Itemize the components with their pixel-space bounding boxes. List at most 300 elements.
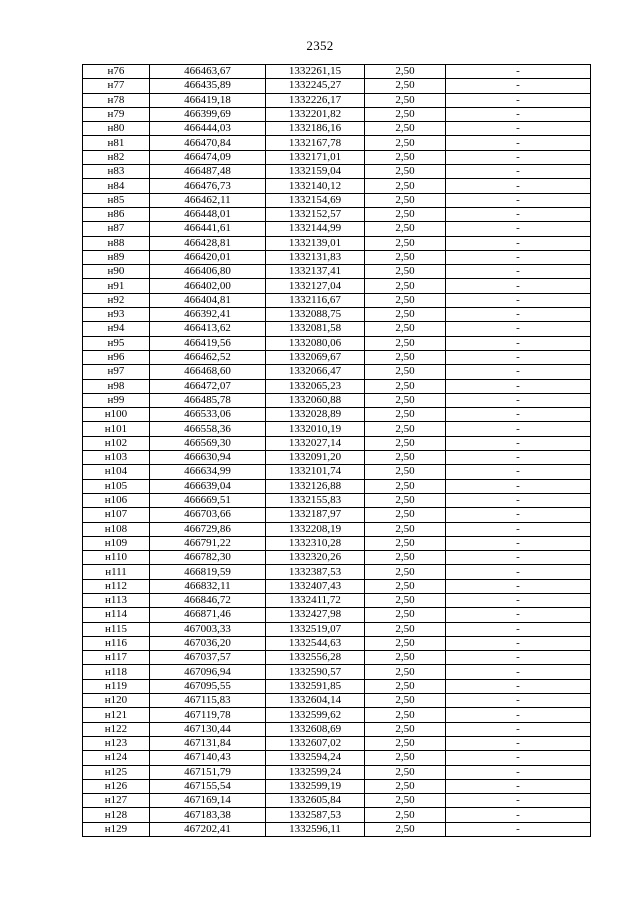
point-id-cell: н100: [83, 408, 150, 422]
x-coordinate-cell: 466846,72: [150, 593, 266, 607]
y-coordinate-cell: 1332544,63: [266, 636, 365, 650]
table-row: [83, 150, 591, 164]
x-coordinate-cell: 466404,81: [150, 293, 266, 307]
y-coordinate-cell: 1332069,67: [266, 350, 365, 364]
accuracy-cell: 2,50: [365, 308, 446, 322]
y-coordinate-cell: 1332127,04: [266, 279, 365, 293]
accuracy-cell: 2,50: [365, 622, 446, 636]
description-cell: -: [446, 250, 591, 264]
table-row: [83, 279, 591, 293]
point-id-cell: н124: [83, 751, 150, 765]
description-cell: -: [446, 236, 591, 250]
y-coordinate-cell: 1332144,99: [266, 222, 365, 236]
accuracy-cell: 2,50: [365, 436, 446, 450]
y-coordinate-cell: 1332387,53: [266, 565, 365, 579]
accuracy-cell: 2,50: [365, 822, 446, 836]
x-coordinate-cell: 467183,38: [150, 808, 266, 822]
y-coordinate-cell: 1332010,19: [266, 422, 365, 436]
y-coordinate-cell: 1332171,01: [266, 150, 365, 164]
table-row: [83, 65, 591, 79]
accuracy-cell: 2,50: [365, 79, 446, 93]
x-coordinate-cell: 467140,43: [150, 751, 266, 765]
y-coordinate-cell: 1332320,26: [266, 551, 365, 565]
x-coordinate-cell: 467003,33: [150, 622, 266, 636]
x-coordinate-cell: 466462,52: [150, 350, 266, 364]
point-id-cell: н114: [83, 608, 150, 622]
point-id-cell: н111: [83, 565, 150, 579]
x-coordinate-cell: 467115,83: [150, 694, 266, 708]
x-coordinate-cell: 466669,51: [150, 493, 266, 507]
x-coordinate-cell: 466639,04: [150, 479, 266, 493]
y-coordinate-cell: 1332159,04: [266, 165, 365, 179]
accuracy-cell: 2,50: [365, 736, 446, 750]
point-id-cell: н128: [83, 808, 150, 822]
x-coordinate-cell: 466630,94: [150, 451, 266, 465]
x-coordinate-cell: 466470,84: [150, 136, 266, 150]
x-coordinate-cell: 466558,36: [150, 422, 266, 436]
description-cell: -: [446, 322, 591, 336]
table-row: [83, 565, 591, 579]
accuracy-cell: 2,50: [365, 222, 446, 236]
point-id-cell: н121: [83, 708, 150, 722]
description-cell: -: [446, 136, 591, 150]
accuracy-cell: 2,50: [365, 265, 446, 279]
accuracy-cell: 2,50: [365, 322, 446, 336]
description-cell: -: [446, 79, 591, 93]
page-number: 2352: [306, 38, 334, 53]
point-id-cell: н94: [83, 322, 150, 336]
table-row: [83, 393, 591, 407]
description-cell: -: [446, 694, 591, 708]
y-coordinate-cell: 1332028,89: [266, 408, 365, 422]
accuracy-cell: 2,50: [365, 93, 446, 107]
accuracy-cell: 2,50: [365, 565, 446, 579]
description-cell: -: [446, 608, 591, 622]
x-coordinate-cell: 466474,09: [150, 150, 266, 164]
description-cell: -: [446, 722, 591, 736]
x-coordinate-cell: 467096,94: [150, 665, 266, 679]
point-id-cell: н89: [83, 250, 150, 264]
table-row: [83, 493, 591, 507]
point-id-cell: н90: [83, 265, 150, 279]
y-coordinate-cell: 1332596,11: [266, 822, 365, 836]
x-coordinate-cell: 466476,73: [150, 179, 266, 193]
table-row: [83, 665, 591, 679]
x-coordinate-cell: 467151,79: [150, 765, 266, 779]
accuracy-cell: 2,50: [365, 479, 446, 493]
point-id-cell: н86: [83, 207, 150, 221]
table-row: [83, 322, 591, 336]
x-coordinate-cell: 466419,56: [150, 336, 266, 350]
description-cell: -: [446, 107, 591, 121]
table-row: [83, 822, 591, 836]
point-id-cell: н118: [83, 665, 150, 679]
description-cell: -: [446, 451, 591, 465]
description-cell: -: [446, 565, 591, 579]
table-row: [83, 93, 591, 107]
accuracy-cell: 2,50: [365, 136, 446, 150]
y-coordinate-cell: 1332167,78: [266, 136, 365, 150]
coordinates-table: [82, 64, 591, 837]
point-id-cell: н125: [83, 765, 150, 779]
point-id-cell: н91: [83, 279, 150, 293]
y-coordinate-cell: 1332591,85: [266, 679, 365, 693]
description-cell: -: [446, 493, 591, 507]
y-coordinate-cell: 1332310,28: [266, 536, 365, 550]
y-coordinate-cell: 1332226,17: [266, 93, 365, 107]
point-id-cell: н92: [83, 293, 150, 307]
x-coordinate-cell: 466462,11: [150, 193, 266, 207]
x-coordinate-cell: 466444,03: [150, 122, 266, 136]
accuracy-cell: 2,50: [365, 350, 446, 364]
accuracy-cell: 2,50: [365, 451, 446, 465]
description-cell: -: [446, 794, 591, 808]
y-coordinate-cell: 1332261,15: [266, 65, 365, 79]
accuracy-cell: 2,50: [365, 122, 446, 136]
point-id-cell: н96: [83, 350, 150, 364]
description-cell: -: [446, 336, 591, 350]
x-coordinate-cell: 467131,84: [150, 736, 266, 750]
y-coordinate-cell: 1332208,19: [266, 522, 365, 536]
y-coordinate-cell: 1332599,62: [266, 708, 365, 722]
y-coordinate-cell: 1332081,58: [266, 322, 365, 336]
accuracy-cell: 2,50: [365, 779, 446, 793]
point-id-cell: н93: [83, 308, 150, 322]
x-coordinate-cell: 466441,61: [150, 222, 266, 236]
x-coordinate-cell: 466435,89: [150, 79, 266, 93]
y-coordinate-cell: 1332587,53: [266, 808, 365, 822]
y-coordinate-cell: 1332155,83: [266, 493, 365, 507]
point-id-cell: н126: [83, 779, 150, 793]
x-coordinate-cell: 466413,62: [150, 322, 266, 336]
table-row: [83, 465, 591, 479]
y-coordinate-cell: 1332245,27: [266, 79, 365, 93]
table-row: [83, 722, 591, 736]
description-cell: -: [446, 736, 591, 750]
point-id-cell: н120: [83, 694, 150, 708]
x-coordinate-cell: 466399,69: [150, 107, 266, 121]
point-id-cell: н77: [83, 79, 150, 93]
y-coordinate-cell: 1332608,69: [266, 722, 365, 736]
accuracy-cell: 2,50: [365, 636, 446, 650]
accuracy-cell: 2,50: [365, 65, 446, 79]
point-id-cell: н78: [83, 93, 150, 107]
y-coordinate-cell: 1332088,75: [266, 308, 365, 322]
point-id-cell: н88: [83, 236, 150, 250]
point-id-cell: н82: [83, 150, 150, 164]
accuracy-cell: 2,50: [365, 536, 446, 550]
coordinates-table-body: [83, 65, 591, 837]
accuracy-cell: 2,50: [365, 379, 446, 393]
x-coordinate-cell: 467202,41: [150, 822, 266, 836]
table-row: [83, 308, 591, 322]
table-row: [83, 579, 591, 593]
description-cell: -: [446, 522, 591, 536]
accuracy-cell: 2,50: [365, 808, 446, 822]
description-cell: -: [446, 479, 591, 493]
accuracy-cell: 2,50: [365, 579, 446, 593]
table-row: [83, 651, 591, 665]
description-cell: -: [446, 308, 591, 322]
accuracy-cell: 2,50: [365, 493, 446, 507]
y-coordinate-cell: 1332407,43: [266, 579, 365, 593]
accuracy-cell: 2,50: [365, 150, 446, 164]
y-coordinate-cell: 1332186,16: [266, 122, 365, 136]
description-cell: -: [446, 551, 591, 565]
y-coordinate-cell: 1332519,07: [266, 622, 365, 636]
point-id-cell: н119: [83, 679, 150, 693]
y-coordinate-cell: 1332187,97: [266, 508, 365, 522]
table-row: [83, 479, 591, 493]
point-id-cell: н112: [83, 579, 150, 593]
point-id-cell: н83: [83, 165, 150, 179]
y-coordinate-cell: 1332599,24: [266, 765, 365, 779]
description-cell: -: [446, 93, 591, 107]
y-coordinate-cell: 1332599,19: [266, 779, 365, 793]
y-coordinate-cell: 1332080,06: [266, 336, 365, 350]
description-cell: -: [446, 679, 591, 693]
y-coordinate-cell: 1332126,88: [266, 479, 365, 493]
description-cell: -: [446, 636, 591, 650]
table-row: [83, 379, 591, 393]
x-coordinate-cell: 467130,44: [150, 722, 266, 736]
y-coordinate-cell: 1332605,84: [266, 794, 365, 808]
y-coordinate-cell: 1332066,47: [266, 365, 365, 379]
y-coordinate-cell: 1332594,24: [266, 751, 365, 765]
description-cell: -: [446, 179, 591, 193]
x-coordinate-cell: 467169,14: [150, 794, 266, 808]
point-id-cell: н122: [83, 722, 150, 736]
y-coordinate-cell: 1332604,14: [266, 694, 365, 708]
description-cell: -: [446, 593, 591, 607]
table-row: [83, 779, 591, 793]
x-coordinate-cell: 466819,59: [150, 565, 266, 579]
x-coordinate-cell: 466463,67: [150, 65, 266, 79]
x-coordinate-cell: 466402,00: [150, 279, 266, 293]
y-coordinate-cell: 1332556,28: [266, 651, 365, 665]
point-id-cell: н103: [83, 451, 150, 465]
table-row: [83, 608, 591, 622]
description-cell: -: [446, 150, 591, 164]
point-id-cell: н115: [83, 622, 150, 636]
table-row: [83, 122, 591, 136]
accuracy-cell: 2,50: [365, 365, 446, 379]
y-coordinate-cell: 1332590,57: [266, 665, 365, 679]
table-row: [83, 422, 591, 436]
description-cell: -: [446, 765, 591, 779]
accuracy-cell: 2,50: [365, 408, 446, 422]
table-row: [83, 265, 591, 279]
table-row: [83, 336, 591, 350]
table-row: [83, 636, 591, 650]
accuracy-cell: 2,50: [365, 751, 446, 765]
y-coordinate-cell: 1332060,88: [266, 393, 365, 407]
accuracy-cell: 2,50: [365, 107, 446, 121]
accuracy-cell: 2,50: [365, 293, 446, 307]
table-row: [83, 436, 591, 450]
point-id-cell: н85: [83, 193, 150, 207]
x-coordinate-cell: 466569,30: [150, 436, 266, 450]
point-id-cell: н101: [83, 422, 150, 436]
x-coordinate-cell: 466428,81: [150, 236, 266, 250]
point-id-cell: н79: [83, 107, 150, 121]
x-coordinate-cell: 467095,55: [150, 679, 266, 693]
table-row: [83, 107, 591, 121]
point-id-cell: н127: [83, 794, 150, 808]
accuracy-cell: 2,50: [365, 193, 446, 207]
point-id-cell: н104: [83, 465, 150, 479]
point-id-cell: н117: [83, 651, 150, 665]
table-row: [83, 794, 591, 808]
x-coordinate-cell: 466468,60: [150, 365, 266, 379]
y-coordinate-cell: 1332101,74: [266, 465, 365, 479]
description-cell: -: [446, 508, 591, 522]
accuracy-cell: 2,50: [365, 651, 446, 665]
x-coordinate-cell: 467119,78: [150, 708, 266, 722]
point-id-cell: н84: [83, 179, 150, 193]
table-row: [83, 179, 591, 193]
description-cell: -: [446, 779, 591, 793]
accuracy-cell: 2,50: [365, 207, 446, 221]
accuracy-cell: 2,50: [365, 165, 446, 179]
description-cell: -: [446, 65, 591, 79]
description-cell: -: [446, 536, 591, 550]
description-cell: -: [446, 708, 591, 722]
description-cell: -: [446, 350, 591, 364]
description-cell: -: [446, 207, 591, 221]
point-id-cell: н109: [83, 536, 150, 550]
description-cell: -: [446, 651, 591, 665]
table-row: [83, 408, 591, 422]
x-coordinate-cell: 466634,99: [150, 465, 266, 479]
table-row: [83, 236, 591, 250]
x-coordinate-cell: 466406,80: [150, 265, 266, 279]
accuracy-cell: 2,50: [365, 279, 446, 293]
description-cell: -: [446, 265, 591, 279]
x-coordinate-cell: 466485,78: [150, 393, 266, 407]
point-id-cell: н129: [83, 822, 150, 836]
point-id-cell: н76: [83, 65, 150, 79]
x-coordinate-cell: 466782,30: [150, 551, 266, 565]
y-coordinate-cell: 1332201,82: [266, 107, 365, 121]
point-id-cell: н107: [83, 508, 150, 522]
accuracy-cell: 2,50: [365, 708, 446, 722]
accuracy-cell: 2,50: [365, 722, 446, 736]
table-row: [83, 679, 591, 693]
x-coordinate-cell: 466729,86: [150, 522, 266, 536]
x-coordinate-cell: 467036,20: [150, 636, 266, 650]
description-cell: -: [446, 222, 591, 236]
point-id-cell: н97: [83, 365, 150, 379]
point-id-cell: н105: [83, 479, 150, 493]
x-coordinate-cell: 466871,46: [150, 608, 266, 622]
description-cell: -: [446, 365, 591, 379]
description-cell: -: [446, 436, 591, 450]
x-coordinate-cell: 466472,07: [150, 379, 266, 393]
point-id-cell: н81: [83, 136, 150, 150]
point-id-cell: н80: [83, 122, 150, 136]
accuracy-cell: 2,50: [365, 551, 446, 565]
description-cell: -: [446, 465, 591, 479]
point-id-cell: н99: [83, 393, 150, 407]
table-row: [83, 808, 591, 822]
point-id-cell: н113: [83, 593, 150, 607]
point-id-cell: н110: [83, 551, 150, 565]
description-cell: -: [446, 408, 591, 422]
y-coordinate-cell: 1332607,02: [266, 736, 365, 750]
accuracy-cell: 2,50: [365, 679, 446, 693]
accuracy-cell: 2,50: [365, 236, 446, 250]
y-coordinate-cell: 1332427,98: [266, 608, 365, 622]
table-row: [83, 350, 591, 364]
table-row: [83, 136, 591, 150]
description-cell: -: [446, 665, 591, 679]
description-cell: -: [446, 193, 591, 207]
accuracy-cell: 2,50: [365, 422, 446, 436]
x-coordinate-cell: 466448,01: [150, 207, 266, 221]
accuracy-cell: 2,50: [365, 765, 446, 779]
y-coordinate-cell: 1332152,57: [266, 207, 365, 221]
x-coordinate-cell: 467037,57: [150, 651, 266, 665]
point-id-cell: н98: [83, 379, 150, 393]
description-cell: -: [446, 808, 591, 822]
table-row: [83, 765, 591, 779]
description-cell: -: [446, 279, 591, 293]
table-row: [83, 451, 591, 465]
y-coordinate-cell: 1332027,14: [266, 436, 365, 450]
description-cell: -: [446, 622, 591, 636]
x-coordinate-cell: 466832,11: [150, 579, 266, 593]
point-id-cell: н95: [83, 336, 150, 350]
table-row: [83, 736, 591, 750]
table-row: [83, 593, 591, 607]
x-coordinate-cell: 466419,18: [150, 93, 266, 107]
description-cell: -: [446, 422, 591, 436]
point-id-cell: н123: [83, 736, 150, 750]
description-cell: -: [446, 165, 591, 179]
table-row: [83, 508, 591, 522]
point-id-cell: н102: [83, 436, 150, 450]
x-coordinate-cell: 466791,22: [150, 536, 266, 550]
point-id-cell: н116: [83, 636, 150, 650]
accuracy-cell: 2,50: [365, 694, 446, 708]
x-coordinate-cell: 466420,01: [150, 250, 266, 264]
accuracy-cell: 2,50: [365, 179, 446, 193]
accuracy-cell: 2,50: [365, 665, 446, 679]
y-coordinate-cell: 1332140,12: [266, 179, 365, 193]
table-row: [83, 751, 591, 765]
x-coordinate-cell: 466533,06: [150, 408, 266, 422]
accuracy-cell: 2,50: [365, 250, 446, 264]
table-row: [83, 694, 591, 708]
x-coordinate-cell: 466487,48: [150, 165, 266, 179]
accuracy-cell: 2,50: [365, 794, 446, 808]
table-row: [83, 222, 591, 236]
y-coordinate-cell: 1332154,69: [266, 193, 365, 207]
table-row: [83, 708, 591, 722]
accuracy-cell: 2,50: [365, 508, 446, 522]
accuracy-cell: 2,50: [365, 608, 446, 622]
accuracy-cell: 2,50: [365, 393, 446, 407]
y-coordinate-cell: 1332065,23: [266, 379, 365, 393]
y-coordinate-cell: 1332139,01: [266, 236, 365, 250]
description-cell: -: [446, 579, 591, 593]
y-coordinate-cell: 1332091,20: [266, 451, 365, 465]
table-row: [83, 207, 591, 221]
x-coordinate-cell: 466703,66: [150, 508, 266, 522]
accuracy-cell: 2,50: [365, 522, 446, 536]
table-row: [83, 536, 591, 550]
